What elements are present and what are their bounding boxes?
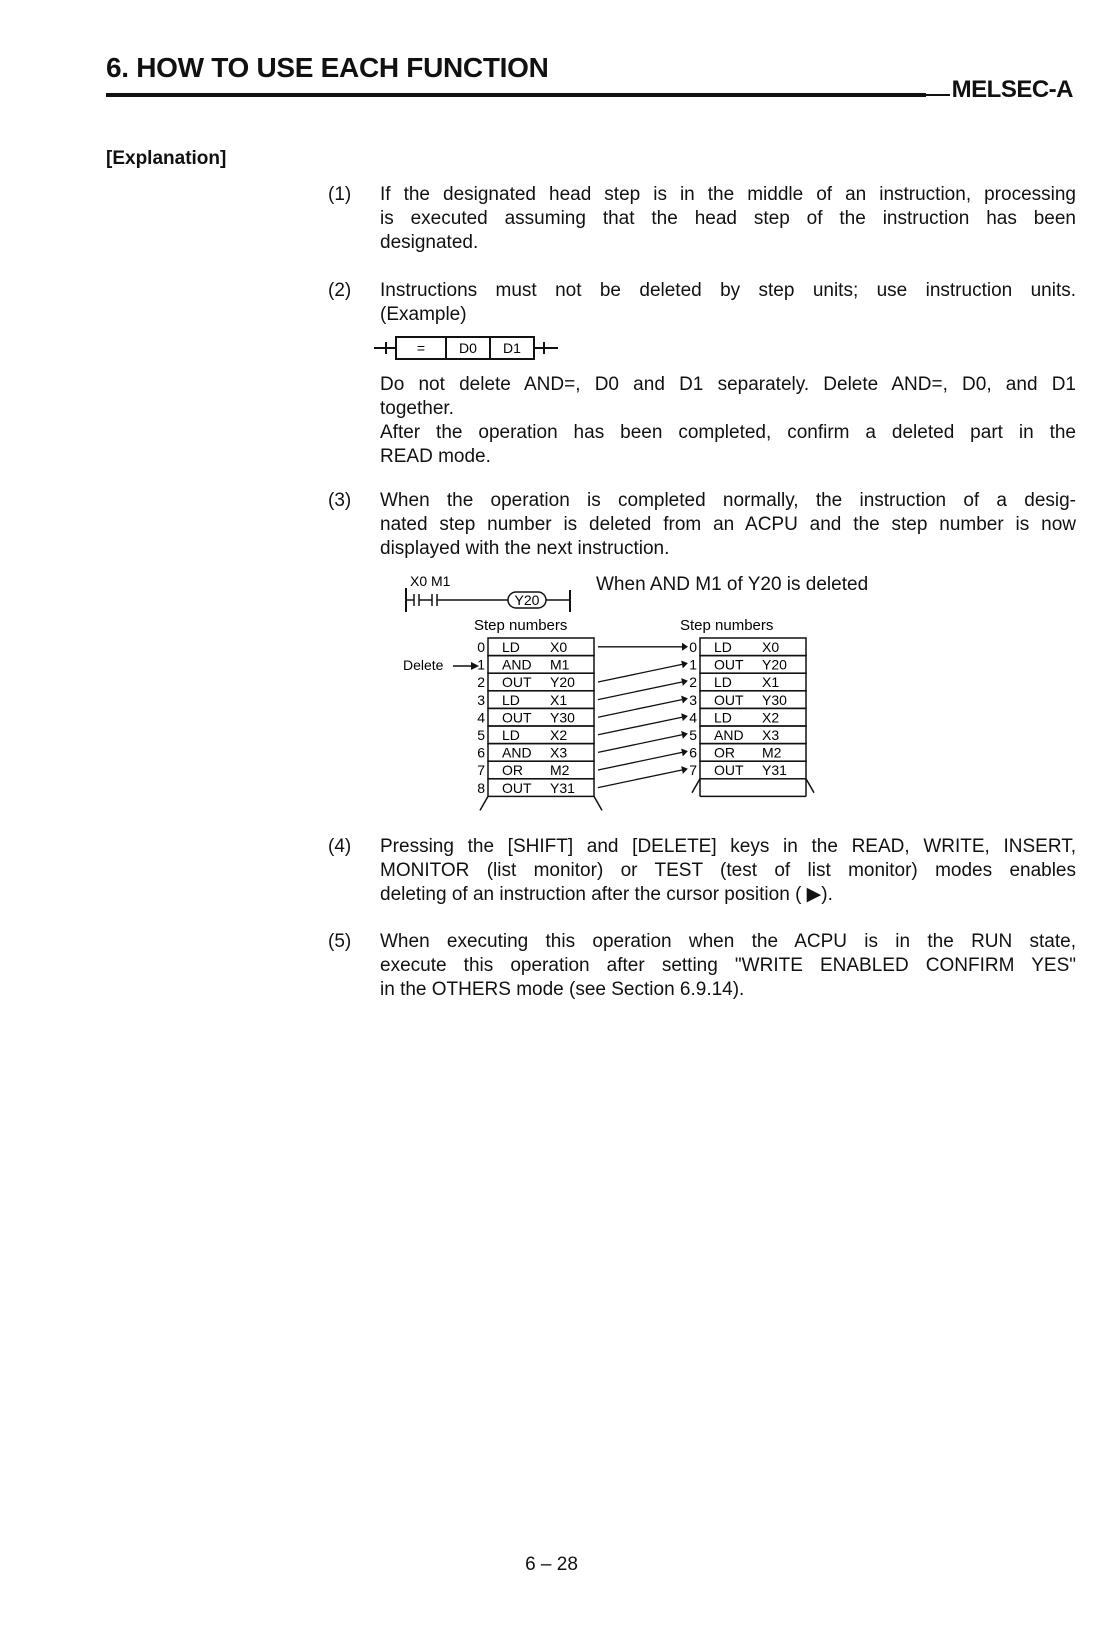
device: Y20 bbox=[550, 674, 575, 691]
text-line: nated step number is deleted from an ACPU and the step number is now bbox=[380, 514, 1076, 535]
item-text bbox=[380, 279, 1076, 327]
after-table-header: Step numbers bbox=[680, 617, 774, 634]
before-table bbox=[477, 638, 602, 810]
mapping-arrow bbox=[598, 700, 682, 718]
instruction: AND bbox=[502, 744, 532, 761]
device: Y30 bbox=[762, 691, 787, 708]
text-line: MONITOR (list monitor) or TEST (test of list monitor) modes enables bbox=[380, 860, 1076, 881]
section-title: 6. HOW TO USE EACH FUNCTION bbox=[106, 52, 549, 83]
ladder-coil-label: Y20 bbox=[514, 592, 540, 608]
before-table-header: Step numbers bbox=[474, 617, 568, 634]
list-item-2-continued bbox=[328, 373, 1076, 473]
instruction: LD bbox=[714, 709, 732, 726]
step-number: 6 bbox=[477, 744, 485, 761]
table-leg bbox=[480, 796, 488, 810]
arrow-head bbox=[681, 766, 688, 774]
instruction: AND bbox=[502, 656, 532, 673]
before-row bbox=[477, 779, 594, 797]
ladder-caption: When AND M1 of Y20 is deleted bbox=[596, 574, 869, 595]
text-line: in the OTHERS mode (see Section 6.9.14). bbox=[380, 979, 745, 1000]
step-number: 6 bbox=[689, 744, 697, 761]
item-number: (5) bbox=[328, 931, 352, 952]
text-line: READ mode. bbox=[380, 446, 491, 467]
arrow-head bbox=[681, 713, 688, 721]
mapping-arrow bbox=[598, 717, 682, 735]
text-line: When the operation is completed normally, the instruction of a desig- bbox=[380, 490, 1076, 511]
step-number: 5 bbox=[689, 727, 697, 743]
device: X0 bbox=[762, 639, 780, 655]
text-line: displayed with the next instruction. bbox=[380, 538, 670, 559]
example-cell: = bbox=[416, 340, 426, 356]
example-cell: D0 bbox=[459, 340, 477, 356]
instruction: OR bbox=[502, 762, 523, 779]
header-rule bbox=[106, 93, 926, 97]
device: X1 bbox=[762, 674, 780, 691]
instruction: OUT bbox=[714, 762, 744, 779]
text-line: After the operation has been completed, confirm a deleted part in the bbox=[380, 422, 1076, 443]
before-row bbox=[477, 691, 594, 709]
mapping-arrow bbox=[598, 735, 682, 753]
ladder-contacts-label: X0 M1 bbox=[410, 573, 451, 589]
device: M1 bbox=[550, 656, 570, 673]
step-number: 2 bbox=[689, 674, 697, 691]
device: Y31 bbox=[762, 762, 787, 779]
list-item-4 bbox=[328, 835, 1076, 915]
instruction: LD bbox=[714, 674, 732, 691]
device: X3 bbox=[550, 744, 568, 761]
step-number: 7 bbox=[477, 762, 485, 779]
text-line: is executed assuming that the head step of the instruction has been bbox=[380, 208, 1076, 229]
explanation-heading: [Explanation] bbox=[106, 148, 227, 169]
instruction: OUT bbox=[714, 691, 744, 708]
instruction: LD bbox=[714, 639, 732, 655]
example-cell: D1 bbox=[503, 340, 521, 356]
step-deletion-diagram bbox=[395, 614, 815, 822]
step-number: 3 bbox=[689, 691, 697, 708]
mapping-arrow bbox=[598, 770, 682, 788]
arrow-head bbox=[681, 678, 688, 686]
device: Y20 bbox=[762, 656, 787, 673]
after-row bbox=[689, 744, 806, 762]
item-text bbox=[380, 835, 1076, 907]
text-line: execute this operation after setting "WRITE ENABLED CONFIRM YES" bbox=[380, 955, 1076, 976]
arrow-head bbox=[681, 660, 688, 668]
text-line: (Example) bbox=[380, 304, 467, 325]
arrow-head bbox=[681, 731, 688, 739]
device: X1 bbox=[550, 691, 568, 708]
after-row bbox=[689, 673, 806, 691]
after-row bbox=[689, 726, 806, 744]
step-number: 4 bbox=[689, 709, 697, 726]
before-row bbox=[477, 638, 594, 656]
after-row bbox=[689, 761, 806, 779]
device: M2 bbox=[550, 762, 570, 779]
device: Y30 bbox=[550, 709, 575, 726]
list-item-1 bbox=[328, 183, 1076, 263]
brand-label: MELSEC-A bbox=[951, 76, 1073, 103]
instruction: AND bbox=[714, 727, 744, 743]
item-number: (2) bbox=[328, 280, 352, 301]
after-row bbox=[689, 638, 806, 656]
step-number: 7 bbox=[689, 762, 697, 779]
instruction: LD bbox=[502, 639, 520, 655]
arrow-head bbox=[682, 643, 688, 651]
mapping-arrow bbox=[598, 664, 682, 682]
device: X0 bbox=[550, 639, 568, 655]
header-rule-end bbox=[926, 94, 950, 96]
step-number: 8 bbox=[477, 779, 485, 796]
item-number: (1) bbox=[328, 184, 352, 205]
item-text bbox=[380, 489, 1076, 561]
mapping-arrow bbox=[598, 752, 682, 770]
instruction: OR bbox=[714, 744, 735, 761]
after-row bbox=[689, 708, 806, 726]
text-line: designated. bbox=[380, 232, 479, 253]
before-row bbox=[477, 761, 594, 779]
step-number: 0 bbox=[689, 639, 697, 655]
device: M2 bbox=[762, 744, 782, 761]
mapping-arrows bbox=[598, 643, 688, 788]
device: X2 bbox=[550, 727, 568, 743]
before-row bbox=[477, 656, 594, 674]
table-leg bbox=[594, 796, 602, 810]
example-instruction-diagram bbox=[372, 332, 562, 364]
item-number: (3) bbox=[328, 490, 352, 511]
after-row bbox=[689, 656, 806, 674]
item-text bbox=[380, 183, 1076, 255]
text-line: Instructions must not be deleted by step units; use instruction units. bbox=[380, 280, 1076, 301]
table-leg bbox=[692, 779, 700, 793]
text-line: Pressing the [SHIFT] and [DELETE] keys in the READ, WRITE, INSERT, bbox=[380, 836, 1076, 857]
device: Y31 bbox=[550, 779, 575, 796]
instruction: OUT bbox=[714, 656, 744, 673]
list-item-3 bbox=[328, 489, 1076, 569]
step-number: 3 bbox=[477, 691, 485, 708]
instruction: LD bbox=[502, 727, 520, 743]
mapping-arrow bbox=[598, 682, 682, 700]
step-number: 4 bbox=[477, 709, 485, 726]
before-row bbox=[477, 708, 594, 726]
step-number: 1 bbox=[477, 656, 485, 673]
step-number: 5 bbox=[477, 727, 485, 743]
step-number: 0 bbox=[477, 639, 485, 655]
before-row bbox=[477, 744, 594, 762]
device: X2 bbox=[762, 709, 780, 726]
text-line: If the designated head step is in the middle of an instruction, processing bbox=[380, 184, 1076, 205]
text-line: Do not delete AND=, D0 and D1 separately. Delete AND=, D0, and D1 bbox=[380, 374, 1076, 395]
step-number: 1 bbox=[689, 656, 697, 673]
page-number: 6 – 28 bbox=[525, 1554, 578, 1575]
step-number: 2 bbox=[477, 674, 485, 691]
item-number: (4) bbox=[328, 836, 352, 857]
item-text bbox=[380, 373, 1076, 469]
instruction: LD bbox=[502, 691, 520, 708]
text-line: deleting of an instruction after the cursor position ( ▶). bbox=[380, 884, 833, 905]
arrow-head bbox=[681, 696, 688, 704]
item-text bbox=[380, 930, 1076, 1002]
instruction: OUT bbox=[502, 674, 532, 691]
before-row bbox=[477, 726, 594, 744]
instruction: OUT bbox=[502, 779, 532, 796]
instruction: OUT bbox=[502, 709, 532, 726]
delete-label: Delete bbox=[403, 657, 444, 673]
before-row bbox=[477, 673, 594, 691]
after-row bbox=[689, 691, 806, 709]
device: X3 bbox=[762, 727, 780, 743]
text-line: together. bbox=[380, 398, 454, 419]
list-item-5 bbox=[328, 930, 1076, 1010]
text-line: When executing this operation when the ACPU is in the RUN state, bbox=[380, 931, 1076, 952]
table-leg bbox=[806, 779, 814, 793]
arrow-head bbox=[681, 748, 688, 756]
after-table bbox=[689, 638, 814, 796]
